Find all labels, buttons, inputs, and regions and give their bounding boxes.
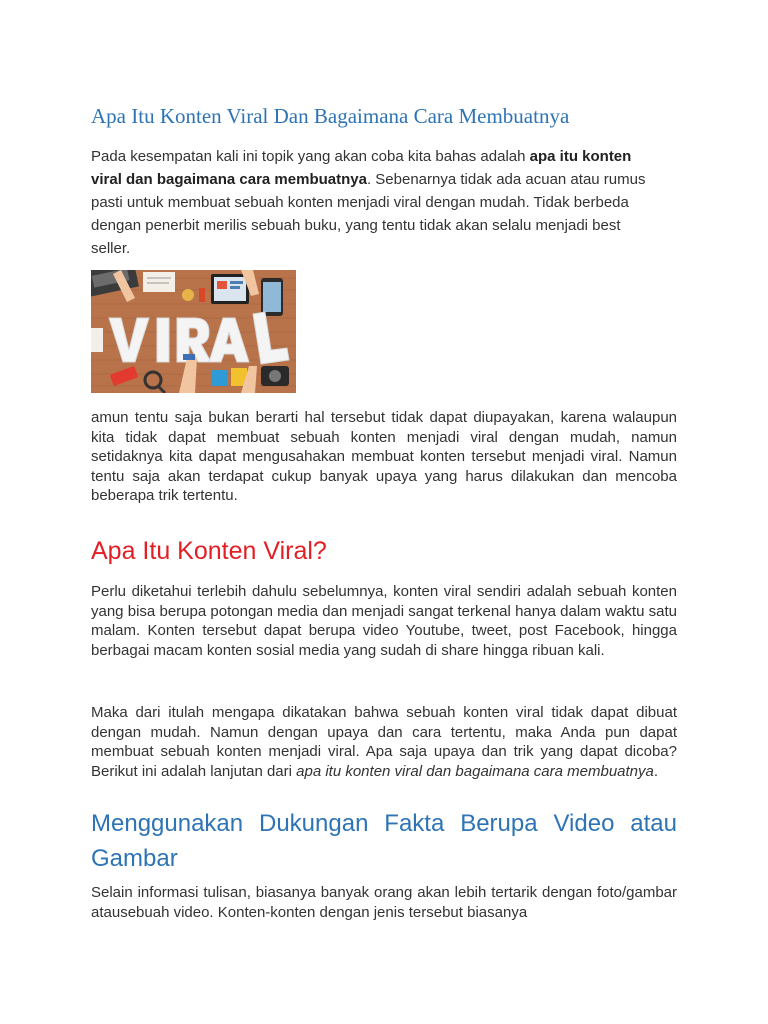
heading-apa-itu-konten-viral: Apa Itu Konten Viral? (91, 537, 327, 565)
article-title: Apa Itu Konten Viral Dan Bagaimana Cara Membuatnya (91, 104, 570, 128)
paragraph-after-image: amun tentu saja bukan berarti hal tersebut tidak dapat diupayakan, karena walaupun kita tidak dapat membuat sebuah konten menjadi viral dengan mudah, namun setidaknya kita dapat mengusahakan membuat konten tersebut menjadi viral. Namun tentu saja akan terdapat cukup banyak upaya yang harus dilakukan dan mencoba beberapa trik tertentu. (91, 409, 677, 504)
paragraph-definition: Perlu diketahui terlebih dahulu sebelumnya, konten viral sendiri adalah sebuah konten yang bisa berupa potongan media dan menjadi sangat terkenal hanya dalam waktu satu malam. Konten tersebut dapat berupa video Youtube, tweet, post Facebook, hingga berbagai macam konten sosial media yang sudah di share hingga ribuan kali. (91, 583, 677, 659)
maka-end: . (653, 762, 659, 780)
paragraph-maka (91, 703, 677, 781)
intro-text-before: Pada kesempatan kali ini topik yang akan coba kita bahas adalah (91, 148, 530, 165)
viral-illustration (91, 270, 296, 393)
maka-italic-phrase: apa itu konten viral dan bagaimana cara membuatnya (296, 762, 654, 780)
viral-hero-image (91, 270, 296, 393)
maka-text: Maka dari itulah mengapa dikatakan bahwa sebuah konten viral tidak dapat dibuat dengan mudah. Namun dengan upaya dan cara tertentu, maka Anda pun dapat membuat sebuah konten menjadi viral. Apa saja upaya dan trik yang dapat dicoba? Berikut ini adalah lanjutan dari (91, 704, 677, 780)
heading-dukungan-fakta: Menggunakan Dukungan Fakta Berupa Video atau Gambar (91, 810, 677, 872)
intro-paragraph (91, 145, 651, 260)
paragraph-selain: Selain informasi tulisan, biasanya banyak orang akan lebih tertarik dengan foto/gambar atausebuah video. Konten-konten dengan jenis tersebut biasanya (91, 884, 677, 921)
intro-text-after: . Sebenarnya tidak ada acuan atau rumus pasti untuk membuat sebuah konten menjadi viral dengan mudah. Tidak berbeda dengan penerbit merilis sebuah buku, yang tentu tidak akan selalu menjadi best seller. (91, 171, 646, 257)
intro-bold-phrase: apa itu konten viral dan bagaimana cara membuatnya (91, 148, 632, 188)
